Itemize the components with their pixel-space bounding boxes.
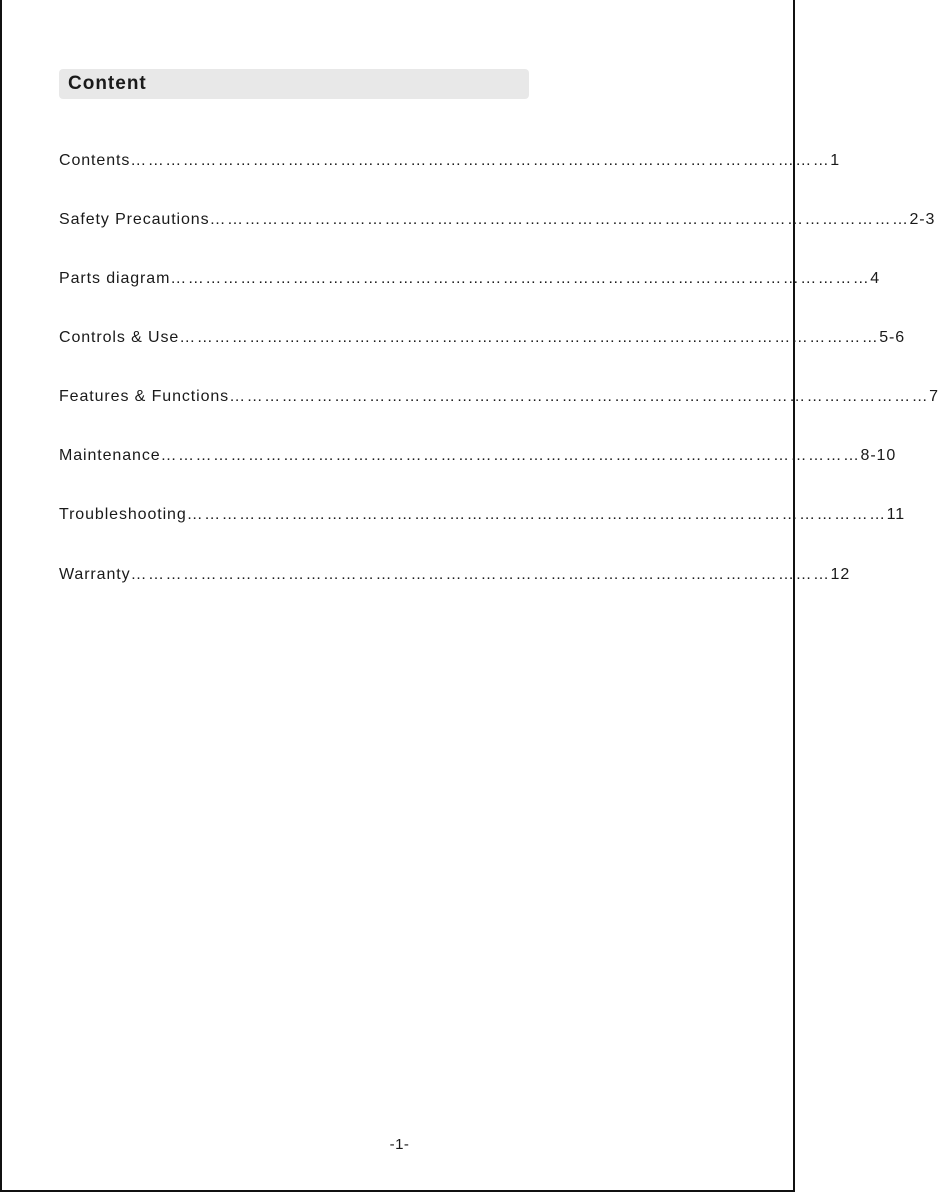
toc-entry-maintenance <box>59 446 897 466</box>
toc-entry-page: 12 <box>830 566 851 583</box>
toc-entry-safety-precautions <box>59 210 936 230</box>
toc-leader-dots: ………………………………………………………………………………………………………… <box>160 447 861 464</box>
toc-entry-title: Troubleshooting <box>59 506 187 523</box>
toc-entry-title: Safety Precautions <box>59 211 210 228</box>
toc-entry-title: Features & Functions <box>59 388 230 405</box>
toc-leader-dots: ………………………………………………………………………………………………………… <box>209 211 910 228</box>
toc-leader-dots: ………………………………………………………………………………………………………… <box>170 270 871 287</box>
toc-leader-dots: ………………………………………………………………………………………………………… <box>179 329 880 346</box>
toc-leader-dots: ………………………………………………………………………………………………………… <box>130 152 831 169</box>
toc-entry-controls-and-use <box>59 328 906 348</box>
toc-entry-features-and-functions <box>59 387 939 407</box>
toc-leader-dots: ………………………………………………………………………………………………………… <box>229 388 930 405</box>
content-heading-bar <box>59 69 529 99</box>
toc-entry-title: Controls & Use <box>59 329 180 346</box>
toc-entry-page: 8-10 <box>860 447 897 464</box>
toc-entry-title: Parts diagram <box>59 270 171 287</box>
toc-entry-contents <box>59 151 841 171</box>
toc-entry-warranty <box>59 565 851 585</box>
toc-entry-page: 2-3 <box>909 211 936 228</box>
toc-entry-page: 7 <box>929 388 939 405</box>
page-title: Content <box>68 73 147 94</box>
toc-entry-page: 1 <box>830 152 841 169</box>
toc-entry-page: 4 <box>870 270 881 287</box>
toc-entry-parts-diagram <box>59 269 881 289</box>
toc-leader-dots: ………………………………………………………………………………………………………… <box>130 566 831 583</box>
toc-entry-title: Warranty <box>59 566 131 583</box>
page-number: -1- <box>389 1136 410 1153</box>
toc-entry-title: Contents <box>59 152 131 169</box>
toc-entry-title: Maintenance <box>59 447 161 464</box>
toc-leader-dots: ………………………………………………………………………………………………………… <box>186 506 887 523</box>
toc-entry-page: 5-6 <box>879 329 906 346</box>
toc-entry-page: 11 <box>886 506 906 523</box>
toc-entry-troubleshooting <box>59 505 906 525</box>
